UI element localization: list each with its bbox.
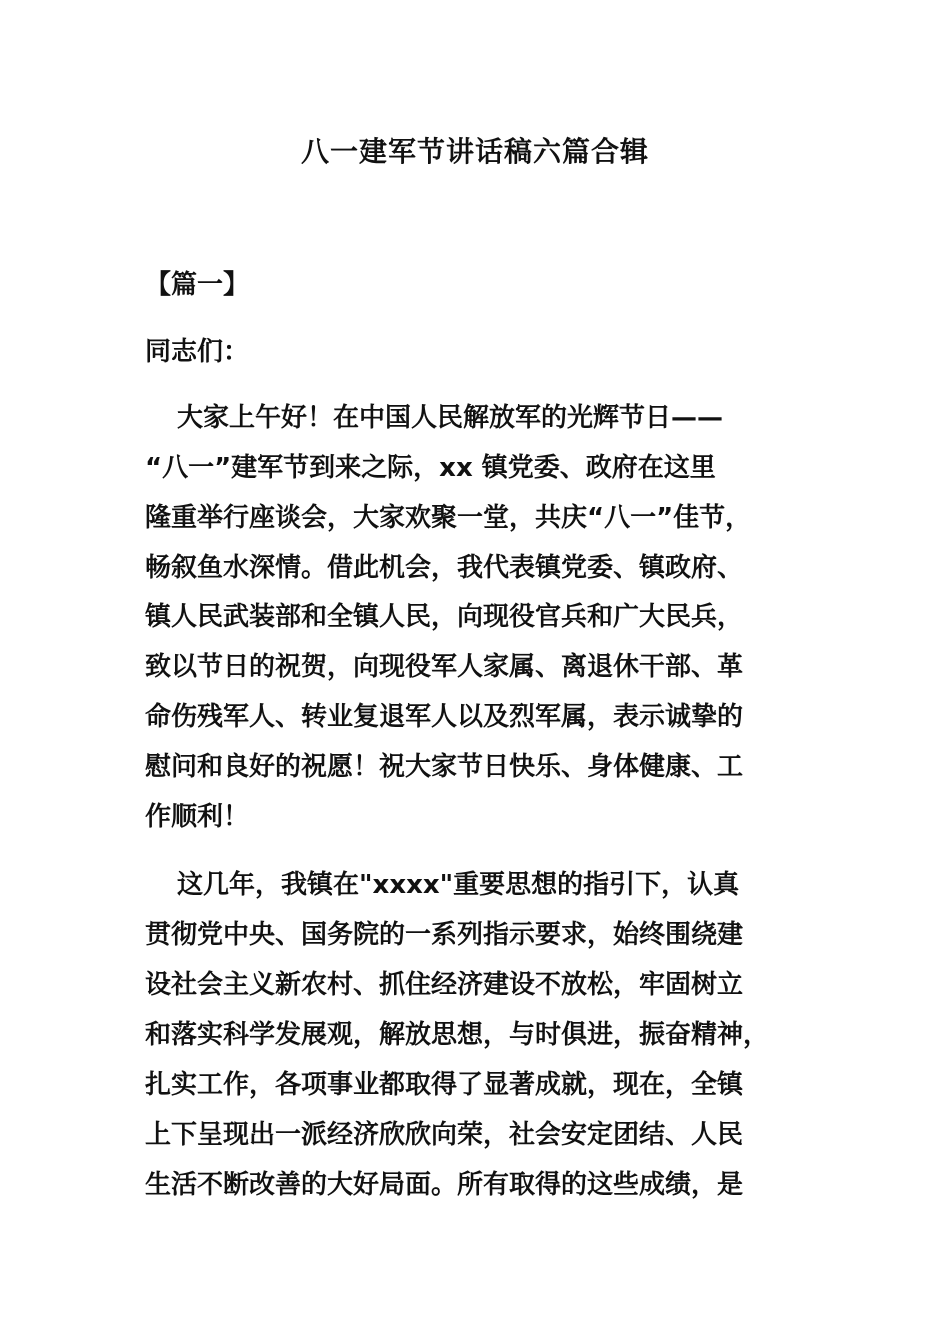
paragraph-line: “八一”建军节到来之际，xx 镇党委、政府在这里 — [145, 453, 716, 483]
paragraph-line: 致以节日的祝贺，向现役军人家属、离退休干部、革 — [145, 652, 744, 682]
paragraph-line: 贯彻党中央、国务院的一系列指示要求，始终围绕建 — [145, 920, 744, 950]
paragraph-line: 设社会主义新农村、抓住经济建设不放松，牢固树立 — [145, 970, 744, 1000]
paragraph-line: 上下呈现出一派经济欣欣向荣，社会安定团结、人民 — [145, 1120, 744, 1150]
paragraph-line: 慰问和良好的祝愿！祝大家节日快乐、身体健康、工 — [145, 752, 744, 782]
paragraph-line: 扎实工作，各项事业都取得了显著成就，现在，全镇 — [145, 1070, 744, 1100]
paragraph-line: 镇人民武装部和全镇人民，向现役官兵和广大民兵， — [145, 602, 744, 632]
paragraph-line: 这几年，我镇在"xxxx"重要思想的指引下，认真 — [177, 870, 740, 900]
paragraph-line: 畅叙鱼水深情。借此机会，我代表镇党委、镇政府、 — [145, 553, 744, 583]
paragraph-line: 大家上午好！在中国人民解放军的光辉节日—— — [177, 403, 724, 433]
section-label: 【篇一】 — [145, 270, 250, 300]
paragraph-line: 隆重举行座谈会，大家欢聚一堂，共庆“八一”佳节， — [145, 503, 752, 533]
salutation: 同志们： — [145, 337, 250, 367]
document-title: 八一建军节讲话稿六篇合辑 — [300, 135, 649, 168]
paragraph-line: 作顺利！ — [145, 802, 250, 832]
paragraph-line: 命伤残军人、转业复退军人以及烈军属，表示诚挚的 — [145, 702, 744, 732]
paragraph-line: 生活不断改善的大好局面。所有取得的这些成绩，是 — [145, 1170, 744, 1200]
paragraph-line: 和落实科学发展观，解放思想，与时俱进，振奋精神， — [145, 1020, 770, 1050]
